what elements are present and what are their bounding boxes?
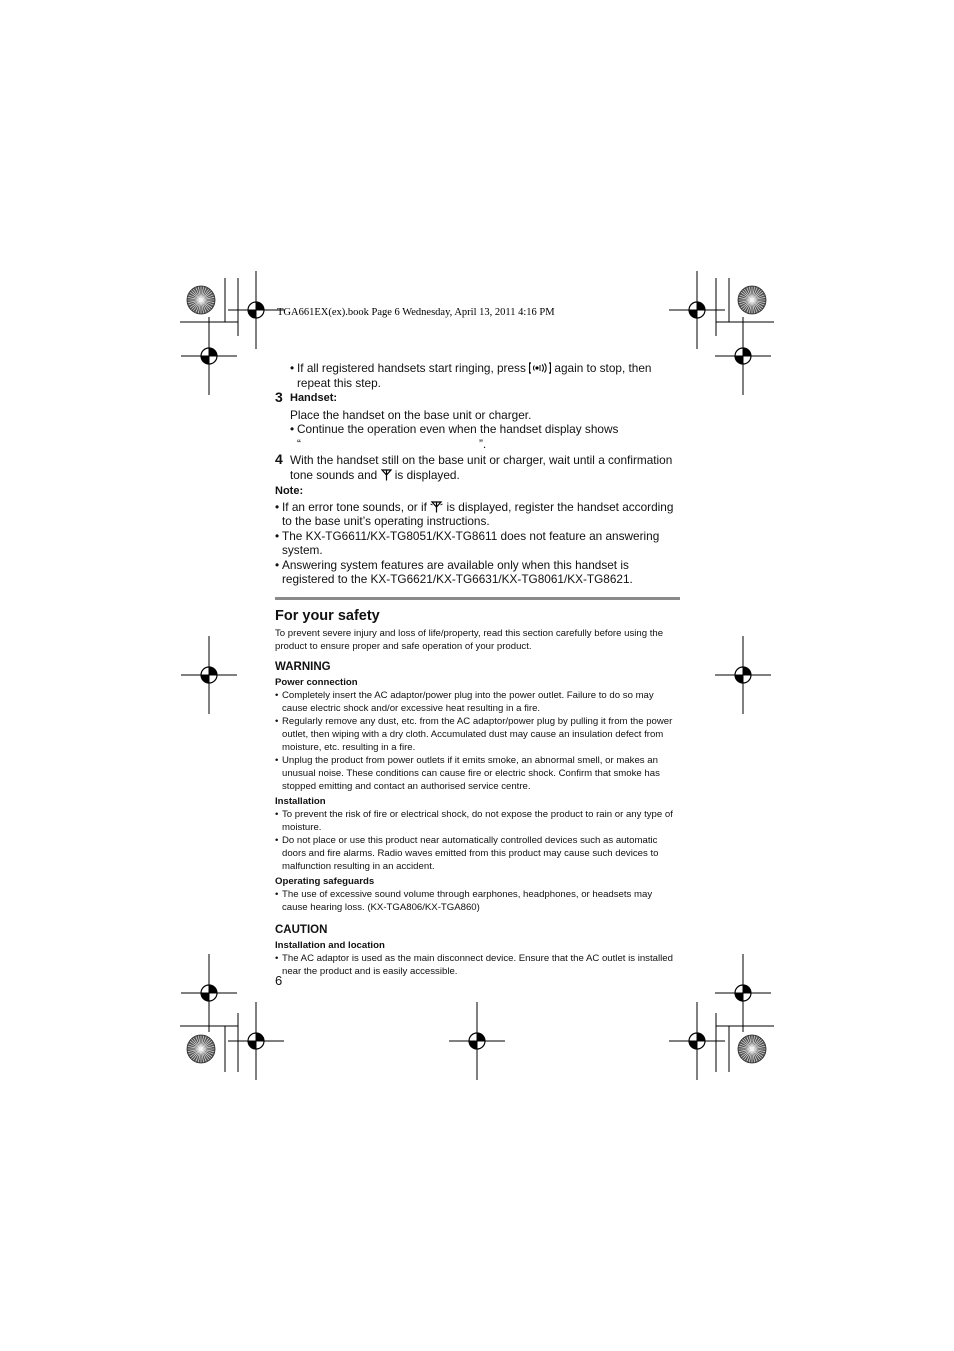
antenna-icon	[381, 469, 392, 481]
bullet: •	[275, 888, 279, 900]
list-item	[275, 689, 680, 715]
note-item-3: Answering system features are available only when this handset is registered to the KX-TG6621/KX-TG6631/KX-TG8061/KX-TG8621.	[282, 557, 633, 586]
power-connection-title: Power connection	[275, 676, 358, 688]
step-3-bullet-text: Continue the operation even when the handset display shows	[297, 422, 619, 436]
bullet: •	[275, 528, 280, 543]
list-item	[275, 808, 680, 834]
safety-intro: To prevent severe injury and loss of life/property, read this section carefully before using the product to ensure proper and safe operation of your product.	[275, 627, 664, 652]
note-item	[275, 529, 680, 558]
note-title: Note:	[275, 485, 304, 497]
power-item-3: Unplug the product from power outlets if it emits smoke, an abnormal smell, or makes an unusual noise. These conditions can cause fire or electric shock. Confirm that smoke has stopped emitting and contact an authorised service centre.	[282, 754, 660, 792]
book-file-info: TGA661EX(ex).book Page 6 Wednesday, April 13, 2011 4:16 PM	[277, 307, 555, 318]
list-item	[275, 754, 680, 793]
inst-loc-item-1: The AC adaptor is used as the main disconnect device. Ensure that the AC outlet is installed near the product and is easily accessible.	[282, 952, 673, 977]
step-number: 4	[275, 451, 283, 467]
installation-title: Installation	[275, 795, 326, 807]
list-item	[275, 888, 680, 914]
list-item	[275, 834, 680, 873]
note-item-2: The KX-TG6611/KX-TG8051/KX-TG8611 does not feature an answering system.	[282, 528, 660, 557]
ringing-bullet	[275, 361, 680, 390]
bullet: •	[290, 361, 295, 375]
note-item-1a: If an error tone sounds, or if	[282, 499, 431, 514]
bullet: •	[275, 834, 279, 846]
display-quote-line	[290, 437, 680, 452]
bullet: •	[275, 754, 279, 766]
operating-safeguards-list	[275, 888, 680, 914]
antenna-blinking-icon	[430, 501, 443, 513]
warning-title: WARNING	[275, 660, 331, 673]
safety-title: For your safety	[275, 607, 380, 624]
bullet: •	[275, 557, 280, 572]
step-3-bullet	[290, 422, 680, 437]
install-item-1: To prevent the risk of fire or electrical shock, do not expose the product to rain or any type of moisture.	[282, 808, 673, 833]
caution-title: CAUTION	[275, 923, 328, 936]
bullet: •	[275, 499, 280, 514]
op-item-1: The use of excessive sound volume through earphones, headphones, or headsets may cause hearing loss. (KX-TGA806/KX-TGA860)	[282, 888, 653, 913]
installation-location-list	[275, 952, 680, 978]
quote-open: “	[297, 436, 301, 451]
bullet: •	[290, 422, 295, 436]
installation-list	[275, 808, 680, 873]
list-item	[275, 952, 680, 978]
bullet: •	[275, 715, 279, 727]
step-number: 3	[275, 389, 283, 405]
note-item-1b: is displayed, register the handset according to the base unit’s operating instructions.	[282, 499, 674, 528]
page-number: 6	[275, 973, 283, 988]
install-item-2: Do not place or use this product near automatically controlled devices such as automatic doors and fire alarms. Radio waves emitted from this product may cause such devices to malfunction resulting in an accident.	[282, 834, 659, 872]
step-4-text-2: is displayed.	[391, 467, 460, 482]
section-divider	[275, 597, 680, 600]
power-connection-list	[275, 689, 680, 793]
bullet: •	[275, 689, 279, 701]
ringing-text-2: again to stop, then repeat this step.	[297, 361, 652, 390]
step-3-title: Handset:	[290, 392, 338, 404]
list-item	[275, 715, 680, 754]
bullet: •	[275, 808, 279, 820]
power-item-1: Completely insert the AC adaptor/power plug into the power outlet. Failure to do so may cause electric shock and/or excessive heat resulting in a fire.	[282, 689, 654, 714]
note-item	[275, 558, 680, 587]
locator-button-icon	[529, 362, 551, 374]
installation-location-title: Installation and location	[275, 939, 385, 951]
note-section	[275, 484, 680, 587]
step-4-text-1: With the handset still on the base unit or charger, wait until a confirmation tone sounds and	[290, 453, 673, 482]
ringing-text-1: If all registered handsets start ringing, press	[297, 361, 530, 375]
step-4	[275, 453, 680, 482]
power-item-2: Regularly remove any dust, etc. from the AC adaptor/power plug by pulling it from the power outlet, then wiping with a dry cloth. Accumulated dust may cause an insulation defect from moisture, etc. resulting in a fire.	[282, 715, 673, 753]
page-content	[275, 361, 680, 978]
step-3-text: Place the handset on the base unit or charger.	[290, 407, 532, 422]
quote-close: ”.	[478, 436, 487, 451]
operating-safeguards-title: Operating safeguards	[275, 875, 375, 887]
note-item	[275, 500, 680, 529]
step-3	[275, 391, 680, 451]
bullet: •	[275, 952, 279, 964]
